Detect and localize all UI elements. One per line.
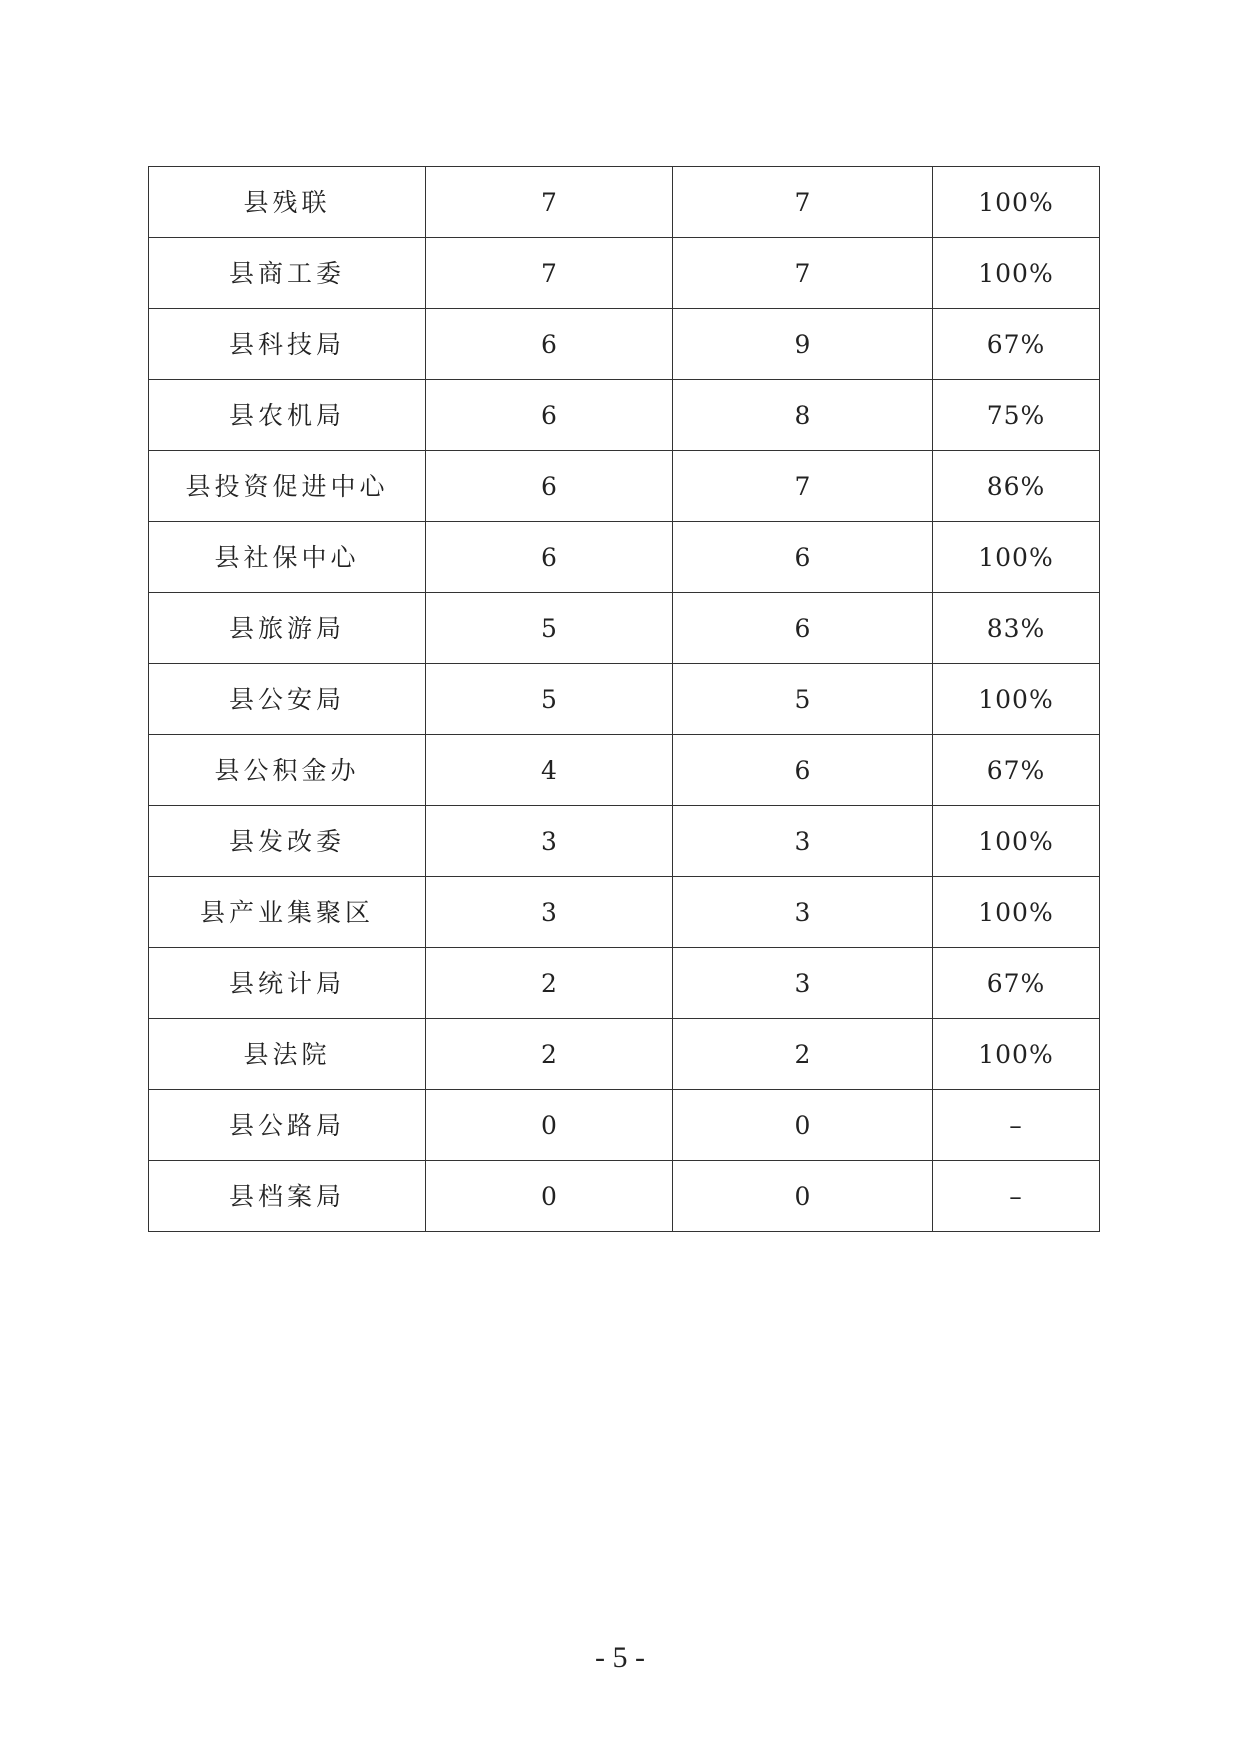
department-cell: 县残联 xyxy=(149,167,426,238)
rate-cell: 67% xyxy=(933,735,1100,806)
count-cell: 7 xyxy=(426,167,673,238)
table-row xyxy=(149,451,1100,522)
department-cell: 县法院 xyxy=(149,1019,426,1090)
table-row xyxy=(149,167,1100,238)
table-row xyxy=(149,522,1100,593)
department-cell: 县公积金办 xyxy=(149,735,426,806)
statistics-table xyxy=(148,166,1100,1232)
department-cell: 县公安局 xyxy=(149,664,426,735)
department-cell: 县投资促进中心 xyxy=(149,451,426,522)
count-cell: 0 xyxy=(426,1161,673,1232)
total-cell: 6 xyxy=(673,522,933,593)
rate-cell: 100% xyxy=(933,167,1100,238)
rate-cell: 100% xyxy=(933,806,1100,877)
table-row xyxy=(149,806,1100,877)
rate-cell: 86% xyxy=(933,451,1100,522)
rate-cell: 100% xyxy=(933,238,1100,309)
table-row xyxy=(149,877,1100,948)
count-cell: 2 xyxy=(426,948,673,1019)
count-cell: 3 xyxy=(426,806,673,877)
total-cell: 8 xyxy=(673,380,933,451)
total-cell: 6 xyxy=(673,593,933,664)
total-cell: 7 xyxy=(673,451,933,522)
count-cell: 6 xyxy=(426,380,673,451)
count-cell: 2 xyxy=(426,1019,673,1090)
total-cell: 3 xyxy=(673,806,933,877)
department-cell: 县科技局 xyxy=(149,309,426,380)
count-cell: 7 xyxy=(426,238,673,309)
department-cell: 县档案局 xyxy=(149,1161,426,1232)
rate-cell: 67% xyxy=(933,948,1100,1019)
total-cell: 7 xyxy=(673,238,933,309)
total-cell: 7 xyxy=(673,167,933,238)
table-row xyxy=(149,380,1100,451)
count-cell: 5 xyxy=(426,593,673,664)
department-cell: 县产业集聚区 xyxy=(149,877,426,948)
department-cell: 县统计局 xyxy=(149,948,426,1019)
count-cell: 5 xyxy=(426,664,673,735)
rate-cell: 100% xyxy=(933,522,1100,593)
table-row xyxy=(149,1090,1100,1161)
rate-cell: 67% xyxy=(933,309,1100,380)
table-row xyxy=(149,593,1100,664)
table-row xyxy=(149,664,1100,735)
department-cell: 县农机局 xyxy=(149,380,426,451)
total-cell: 2 xyxy=(673,1019,933,1090)
total-cell: 9 xyxy=(673,309,933,380)
table-row xyxy=(149,735,1100,806)
count-cell: 6 xyxy=(426,522,673,593)
count-cell: 3 xyxy=(426,877,673,948)
count-cell: 4 xyxy=(426,735,673,806)
table-row xyxy=(149,309,1100,380)
table-row xyxy=(149,948,1100,1019)
statistics-table-body xyxy=(149,167,1100,1232)
department-cell: 县公路局 xyxy=(149,1090,426,1161)
rate-cell: 100% xyxy=(933,664,1100,735)
table-row xyxy=(149,1161,1100,1232)
count-cell: 6 xyxy=(426,309,673,380)
rate-cell: – xyxy=(933,1090,1100,1161)
total-cell: 0 xyxy=(673,1090,933,1161)
rate-cell: – xyxy=(933,1161,1100,1232)
rate-cell: 83% xyxy=(933,593,1100,664)
department-cell: 县社保中心 xyxy=(149,522,426,593)
department-cell: 县旅游局 xyxy=(149,593,426,664)
count-cell: 6 xyxy=(426,451,673,522)
page-number: - 5 - xyxy=(595,1641,645,1674)
total-cell: 6 xyxy=(673,735,933,806)
department-cell: 县发改委 xyxy=(149,806,426,877)
total-cell: 3 xyxy=(673,877,933,948)
count-cell: 0 xyxy=(426,1090,673,1161)
total-cell: 5 xyxy=(673,664,933,735)
total-cell: 3 xyxy=(673,948,933,1019)
department-cell: 县商工委 xyxy=(149,238,426,309)
rate-cell: 100% xyxy=(933,1019,1100,1090)
table-row xyxy=(149,1019,1100,1090)
total-cell: 0 xyxy=(673,1161,933,1232)
rate-cell: 100% xyxy=(933,877,1100,948)
rate-cell: 75% xyxy=(933,380,1100,451)
table-row xyxy=(149,238,1100,309)
